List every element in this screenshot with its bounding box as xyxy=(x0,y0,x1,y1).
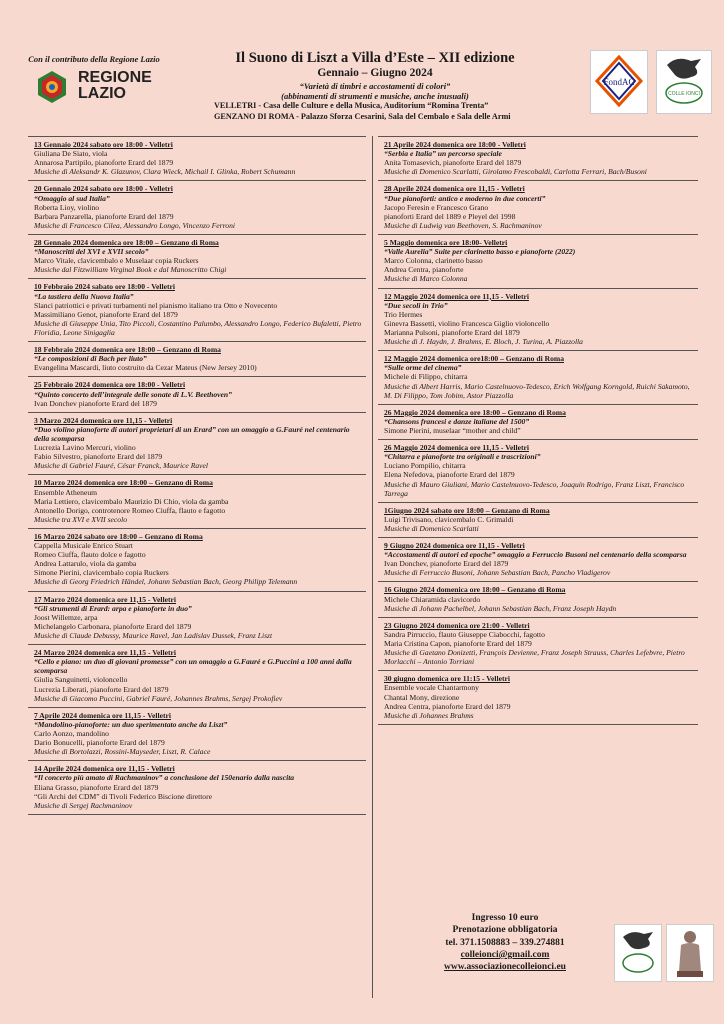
performer-line: Michele Chiaramida clavicordo xyxy=(384,594,481,604)
booking-info xyxy=(380,912,630,974)
concert-date: 24 Marzo 2024 domenica ore 11,15 - Velletri xyxy=(34,648,177,658)
performer-line: Michele di Filippo, chitarra xyxy=(384,372,468,382)
concert-entry xyxy=(28,235,366,279)
performer-line: Dario Bonucelli, pianoforte Erard del 1879 xyxy=(34,738,165,748)
program-music: Musiche di Aleksandr K. Glazunov, Clara Wieck, Michail I. Glinka, Robert Schumann xyxy=(34,167,296,177)
concert-entry xyxy=(378,351,698,405)
concert-entry xyxy=(28,592,366,646)
concert-title: “Valle Aurelia” Suite per clarinetto basso e pianoforte (2022) xyxy=(384,247,576,257)
svg-text:FondAC: FondAC xyxy=(603,77,635,87)
concert-entry xyxy=(28,342,366,377)
performer-line: Slanci patriottici e privati turbamenti nel pianismo italiano tra Otto e Novecento xyxy=(34,300,278,310)
concert-date: 23 Giugno 2024 domenica ore 21:00 - Velletri xyxy=(384,620,530,630)
performer-line: Joost Willemze, arpa xyxy=(34,612,98,622)
concert-date: 20 Gennaio 2024 sabato ore 18:00 - Velletri xyxy=(34,184,173,194)
performer-line: Eliana Grasso, pianoforte Erard del 1879 xyxy=(34,782,159,792)
performer-line: Annarosa Partipilo, pianoforte Erard del 1879 xyxy=(34,158,174,168)
program-music: Musiche di J. Haydn, J. Brahms, E. Bloch, J. Turina, A. Piazzolla xyxy=(384,337,583,347)
ticket-price: Ingresso 10 euro xyxy=(471,913,539,923)
program-music: Musiche di Francesco Cilea, Alessandro Longo, Vincenzo Ferroni xyxy=(34,220,235,230)
concert-entry xyxy=(28,181,366,235)
concert-title: “Gli strumenti di Erard: arpa e pianoforte in duo” xyxy=(34,603,192,613)
program-music: Musiche di Albert Harris, Mario Castelnuovo-Tedesco, Erich Wolfgang Korngold, Ruichi Sakamoto, M. Di Filippo, Tom Jobim, Astor Piazzolla xyxy=(384,381,690,400)
concert-title: “Due pianoforti: antico e moderno in due concerti” xyxy=(384,193,546,203)
concert-entry xyxy=(28,475,366,529)
performer-line: Roberta Lioy, violino xyxy=(34,202,100,212)
website-link[interactable]: www.associazionecolleionci.eu xyxy=(444,962,566,973)
program-music: Musiche di Marco Colonna xyxy=(384,274,468,284)
fondac-logo-icon xyxy=(591,51,647,113)
performer-line: Ginevra Bassetti, violino Francesca Giglio violoncello xyxy=(384,318,550,328)
concert-title: “Sulle orme del cinema” xyxy=(384,363,462,373)
concert-title: “La tastiera della Nuova Italia” xyxy=(34,291,134,301)
performer-line: Cappella Musicale Enrico Stuart xyxy=(34,541,133,551)
performer-line: Andrea Centra, pianoforte xyxy=(384,265,464,275)
performer-line: Maria Lettiero, clavicembalo Maurizio Di Chio, viola da gamba xyxy=(34,496,229,506)
program-music: Musiche di Giacomo Puccini, Gabriel Fauré, Johannes Brahms, Sergej Prokofiev xyxy=(34,693,283,703)
concert-title: “Chitarra e pianoforte tra originali e trascrizioni” xyxy=(384,452,541,462)
concert-date: 7 Aprile 2024 domenica ore 11,15 - Velletri xyxy=(34,710,171,720)
performer-line: Marco Colonna, clarinetto basso xyxy=(384,256,483,266)
concert-date: 14 Aprile 2024 domenica ore 11,15 - Velletri xyxy=(34,764,175,774)
program-music: Musiche di Domenico Scarlatti, Girolamo Frescobaldi, Carlotta Ferrari, Bach/Busoni xyxy=(384,167,647,177)
concert-title: “Due secoli in Trio” xyxy=(384,300,448,310)
concert-entry xyxy=(378,405,698,440)
concert-date: 25 Febbraio 2024 domenica ore 18:00 - Velletri xyxy=(34,380,186,390)
program-music: Musiche tra XVI e XVII secolo xyxy=(34,514,127,524)
performer-line: Ivan Donchev pianoforte Erard del 1879 xyxy=(34,398,157,408)
concert-date: 21 Aprile 2024 domenica ore 18:00 - Velletri xyxy=(384,140,526,149)
performer-line: Barbara Panzarella, pianoforte Erard del 1879 xyxy=(34,211,174,221)
concert-date: 18 Febbraio 2024 domenica ore 18:00 – Genzano di Roma xyxy=(34,345,221,355)
concert-entry xyxy=(28,377,366,412)
performer-line: Ensemble vocale Chantarmony xyxy=(384,683,479,693)
concert-date: 9 Giugno 2024 domenica ore 11,15 - Velletri xyxy=(384,541,525,551)
program-music: Musiche di Claude Debussy, Maurice Ravel, Jan Ladislav Dussek, Franz Liszt xyxy=(34,631,273,641)
concert-date: 10 Marzo 2024 domenica ore 18:00 – Genzano di Roma xyxy=(34,478,213,488)
performer-line: Elena Nefedova, pianoforte Erard del 1879 xyxy=(384,470,515,480)
concert-title: “Accostamenti di autori ed epoche” omaggio a Ferruccio Busoni nel centenario della scomparsa xyxy=(384,550,687,560)
performer-line: Luciano Pompilio, chitarra xyxy=(384,461,466,471)
performer-line: Luigi Trivisano, clavicembalo C. Grimaldi xyxy=(384,514,514,524)
events-column-right xyxy=(378,136,698,725)
program-music: Musiche di Mauro Giuliani, Mario Castelnuovo-Tedesco, Joaquín Rodrigo, Franz Liszt, Francisco Tarrega xyxy=(384,479,685,498)
concert-date: 16 Giugno 2024 domenica ore 18:00 – Genzano di Roma xyxy=(384,585,566,595)
performer-line: Massimiliano Genot, pianoforte Erard del 1879 xyxy=(34,309,178,319)
concert-title: “Le composizioni di Bach per liuto” xyxy=(34,354,147,364)
performer-line: pianoforti Erard del 1889 e Pleyel del 1998 xyxy=(384,211,516,221)
concert-title: “Quinto concerto dell’integrale delle sonate di L.V. Beethoven” xyxy=(34,389,232,399)
events-column-left xyxy=(28,136,373,998)
concert-title: “Omaggio al sud Italia” xyxy=(34,193,110,203)
page-title: Il Suono di Liszt a Villa d’Este – XII edizione xyxy=(235,50,515,66)
fondac-logo xyxy=(590,50,648,114)
program-music: Musiche di Johann Pachelbel, Johann Sebastian Bach, Franz Joseph Haydn xyxy=(384,603,617,613)
performer-line: Marianna Pulsoni, pianoforte Erard del 1879 xyxy=(384,327,520,337)
concert-entry xyxy=(378,582,698,617)
performer-line: Giuliana De Siato, viola xyxy=(34,149,108,159)
performer-line: Fabio Silvestro, pianoforte Erard del 1879 xyxy=(34,452,163,462)
concert-date: 26 Maggio 2024 domenica ore 11,15 - Velletri xyxy=(384,443,529,453)
program-music: Musiche di Johannes Brahms xyxy=(384,710,474,720)
colle-ionci-logo xyxy=(656,50,712,114)
program-music: Musiche di Bortolazzi, Rossini-Mayseder, Liszt, R. Calace xyxy=(34,747,211,757)
concert-entry xyxy=(28,761,366,815)
program-music: Musiche di Giuseppe Unia, Tito Piccoli, Costantino Palumbo, Alessandro Longo, Federico Bufaletti, Pietro Floridia, Leone Sinigaglia xyxy=(34,318,362,337)
concert-title: “Mandolino-pianoforte: un duo sperimentato anche da Liszt” xyxy=(34,719,228,729)
performer-line: Lucrezia Lavino Mercuri, violino xyxy=(34,443,136,453)
venue-velletri: VELLETRI - Casa delle Culture e della Musica, Auditorium “Romina Trenta” xyxy=(214,100,489,110)
program-music: Musiche di Domenico Scarlatti xyxy=(384,523,479,533)
concert-entry xyxy=(378,289,698,352)
program-music: Musiche dal Fitzwilliam Virginal Book e dal Manoscritto Chigi xyxy=(34,265,227,275)
title-block xyxy=(176,50,574,122)
tagline: “Varietà di timbri e accostamenti di colori” xyxy=(299,80,451,91)
concert-entry xyxy=(378,181,698,235)
phone-numbers[interactable]: tel. 371.1508883 – 339.274881 xyxy=(445,937,565,948)
performer-line: Michelangelo Carbonara, pianoforte Erard del 1879 xyxy=(34,621,192,631)
performer-line: Antonello Dorigo, controtenore Romeo Ciuffa, flauto e fagotto xyxy=(34,505,226,515)
concert-title: “Chansons francesi e danze italiane del 1500” xyxy=(384,416,530,426)
statue-logo xyxy=(666,924,714,982)
concert-entry xyxy=(378,136,698,181)
regione-lazio-emblem-icon xyxy=(36,70,68,104)
svg-text:COLLE IONCI: COLLE IONCI xyxy=(668,91,700,97)
performer-line: Evangelina Mascardi, liuto costruito da Cezar Mateus (New Jersey 2010) xyxy=(34,363,257,373)
email-link[interactable]: colleionci@gmail.com xyxy=(460,950,550,961)
performer-line: Giulia Sanguinetti, violoncello xyxy=(34,675,128,685)
contribution-note: Con il contributo della Regione Lazio xyxy=(28,54,160,64)
concert-date: 28 Aprile 2024 domenica ore 11,15 - Velletri xyxy=(384,184,525,194)
performer-line: Marco Vitale, clavicembalo e Muselaar copia Ruckers xyxy=(34,256,199,266)
concert-date: 30 giugno domenica ore 11:15 - Velletri xyxy=(384,674,510,684)
performer-line: Jacopo Feresin e Francesco Grano xyxy=(384,202,489,212)
concert-title: “Cello e piano: un duo di giovani promesse” con un omaggio a G.Fauré e G.Puccini a 100 anni dalla scomparsa xyxy=(34,657,352,676)
program-music: Musiche di Ludwig van Beethoven, S. Rachmaninov xyxy=(384,220,542,230)
season-dates: Gennaio – Giugno 2024 xyxy=(317,67,433,80)
concert-entry xyxy=(28,413,366,476)
colle-ionci-logo-footer xyxy=(614,924,662,982)
performer-line: Trio Hermes xyxy=(384,309,423,319)
performer-line: Maria Cristina Capon, pianoforte Erard del 1879 xyxy=(384,639,532,649)
concert-date: 5 Maggio domenica ore 18:00- Velletri xyxy=(384,237,508,247)
concert-date: 26 Maggio 2024 domenica ore 18:00 – Genzano di Roma xyxy=(384,407,566,417)
concert-date: 1Giugno 2024 sabato ore 18:00 – Genzano di Roma xyxy=(384,505,550,515)
concert-date: 10 Febbraio 2024 sabato ore 18:00 - Velletri xyxy=(34,282,175,292)
concert-entry xyxy=(378,618,698,672)
colle-ionci-footer-icon xyxy=(615,925,661,981)
concert-date: 12 Maggio 2024 domenica ore 11,15 - Velletri xyxy=(384,291,529,301)
performer-line: Simone Pierini, muselaar “mother and child” xyxy=(384,425,521,435)
concert-entry xyxy=(378,503,698,538)
concert-title: “Manoscritti del XVI e XVII secolo” xyxy=(34,247,149,257)
program-music: Musiche di Ferruccio Busoni, Johann Sebastian Bach, Pancho Vladigerov xyxy=(384,568,611,578)
program-music: Musiche di Gaetano Donizetti, François Devienne, Franz Joseph Strauss, Charles Lefebvre, Pietro Morlacchi – Antonio Torriani xyxy=(384,648,685,667)
performer-line: Chantal Mony, direzione xyxy=(384,692,460,702)
program-music: Musiche di Sergej Rachmaninov xyxy=(34,800,133,810)
concert-date: 17 Marzo 2024 domenica ore 11,15 - Velletri xyxy=(34,594,177,604)
performer-line: Lucrezia Liberati, pianoforte Erard del 1879 xyxy=(34,684,169,694)
program-music: Musiche di Gabriel Fauré, César Franck, Maurice Ravel xyxy=(34,461,208,471)
venue-genzano: GENZANO DI ROMA - Palazzo Sforza Cesarini, Sala del Cembalo e Sala delle Armi xyxy=(214,111,511,121)
booking-note: Prenotazione obbligatoria xyxy=(452,925,558,936)
concert-date: 28 Gennaio 2024 domenica ore 18:00 – Genzano di Roma xyxy=(34,237,219,247)
concert-title: “Serbia e Italia” un percorso speciale xyxy=(384,149,502,159)
regione-lazio-wordmark: REGIONE LAZIO xyxy=(78,69,152,102)
concert-entry xyxy=(28,136,366,181)
concert-title: “Il concerto più amato di Rachmaninov” a conclusione del 150enario dalla nascita xyxy=(34,773,295,783)
concert-date: 13 Gennaio 2024 sabato ore 18:00 - Velletri xyxy=(34,140,173,149)
concert-entry xyxy=(378,235,698,289)
concert-entry xyxy=(378,440,698,503)
statue-icon xyxy=(667,925,713,981)
concert-date: 12 Maggio 2024 domenica ore18:00 – Genzano di Roma xyxy=(384,354,564,364)
concert-entry xyxy=(28,529,366,592)
performer-line: Carlo Aonzo, mandolino xyxy=(34,729,109,739)
regione-lazio-logo xyxy=(36,70,166,106)
performer-line: Simone Pierini, clavicembalo copia Ruckers xyxy=(34,568,169,578)
concert-entry xyxy=(28,645,366,708)
performer-line: Sandra Pirruccio, flauto Giuseppe Ciabocchi, fagotto xyxy=(384,629,545,639)
colle-ionci-logo-icon xyxy=(657,51,711,113)
tagline-note: (abbinamenti di strumenti e musiche, anche inusuali) xyxy=(281,90,469,101)
performer-line: Romeo Ciuffa, flauto dolce e fagotto xyxy=(34,550,146,560)
performer-line: Anita Tomasevich, pianoforte Erard del 1879 xyxy=(384,158,522,168)
performer-line: Ensemble Atheneum xyxy=(34,487,98,497)
program-music: Musiche di Georg Friedrich Händel, Johann Sebastian Bach, Georg Philipp Telemann xyxy=(34,577,298,587)
concert-entry xyxy=(378,671,698,725)
page-header xyxy=(0,0,724,138)
concert-entry xyxy=(28,279,366,342)
performer-line: “Gli Archi del CDM” di Tivoli Federico Biscione direttore xyxy=(34,791,213,801)
performer-line: Ivan Donchev, pianoforte Erard del 1879 xyxy=(384,559,509,569)
concert-entry xyxy=(378,538,698,582)
concert-entry xyxy=(28,708,366,762)
concert-date: 16 Marzo 2024 sabato ore 18:00 – Genzano di Roma xyxy=(34,531,203,541)
performer-line: Andrea Lattarulo, viola da gamba xyxy=(34,559,137,569)
concert-date: 3 Marzo 2024 domenica ore 11,15 - Velletri xyxy=(34,415,173,425)
concert-title: “Duo violino pianoforte di autori proprietari di un Erard” con un omaggio a G.Fauré nel centenario della scomparsa xyxy=(34,424,350,443)
performer-line: Andrea Centra, pianoforte Erard del 1879 xyxy=(384,701,511,711)
